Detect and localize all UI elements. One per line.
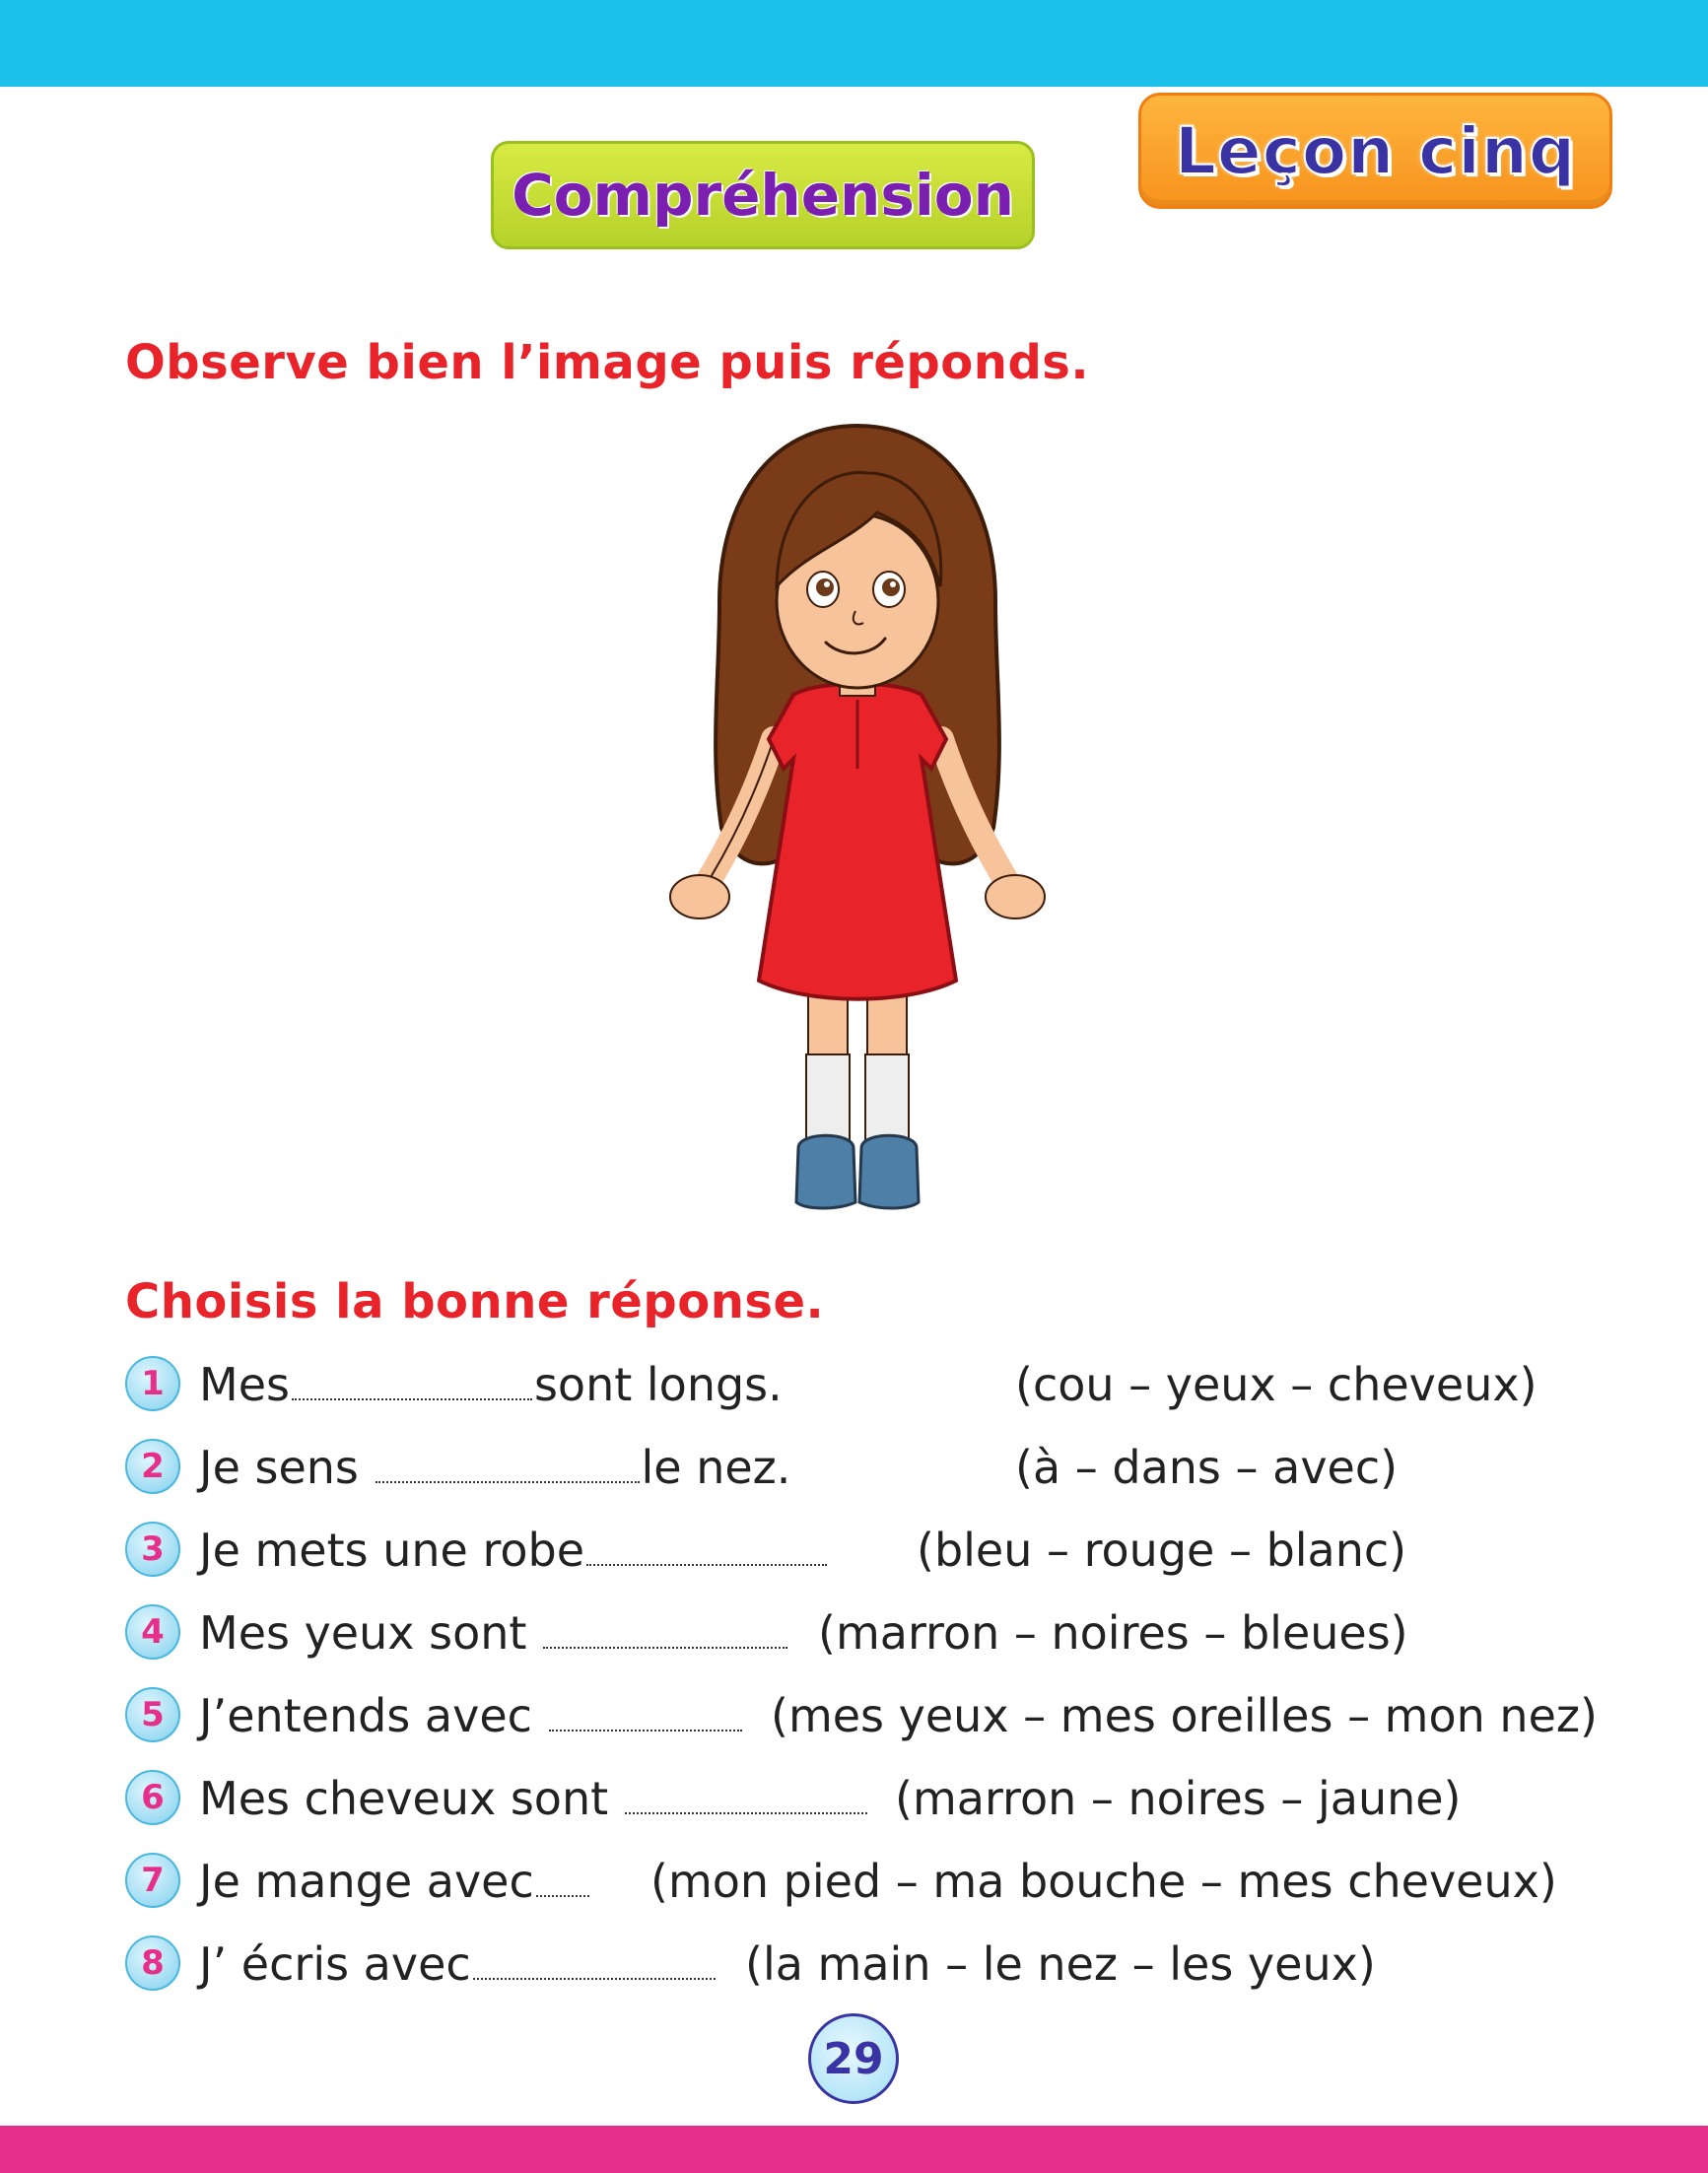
question-text — [199, 1350, 783, 1419]
question-before: Je sens — [199, 1441, 374, 1494]
question-options: (bleu – rouge – blanc) — [917, 1524, 1407, 1577]
question-before: Je mets une robe — [199, 1524, 584, 1577]
question-4 — [120, 1598, 1618, 1667]
question-before: J’entends avec — [199, 1689, 547, 1742]
question-after: sont longs. — [533, 1358, 783, 1411]
question-number: 8 — [125, 1935, 180, 1991]
question-text — [199, 1516, 829, 1585]
question-text — [199, 1681, 744, 1750]
answer-blank[interactable] — [586, 1550, 827, 1566]
lesson-title: Leçon cinq — [1174, 112, 1577, 189]
question-options: (marron – noires – jaune) — [895, 1772, 1462, 1825]
question-2 — [120, 1433, 1618, 1502]
question-3 — [120, 1516, 1618, 1585]
question-options: (à – dans – avec) — [1015, 1441, 1399, 1494]
answer-blank[interactable] — [473, 1964, 716, 1980]
question-options: (cou – yeux – cheveux) — [1015, 1358, 1537, 1411]
question-6 — [120, 1764, 1618, 1833]
question-options: (la main – le nez – les yeux) — [745, 1937, 1376, 1991]
answer-blank[interactable] — [376, 1467, 640, 1483]
question-1 — [120, 1350, 1618, 1419]
question-options: (marron – noires – bleues) — [818, 1606, 1408, 1660]
question-number: 7 — [125, 1853, 180, 1908]
choose-instruction: Choisis la bonne réponse. — [125, 1274, 825, 1329]
question-number: 3 — [125, 1522, 180, 1577]
question-before: Mes yeux sont — [199, 1606, 542, 1660]
observe-instruction: Observe bien l’image puis réponds. — [125, 335, 1090, 390]
answer-blank[interactable] — [625, 1799, 867, 1814]
answer-blank[interactable] — [549, 1716, 742, 1732]
question-7 — [120, 1847, 1618, 1916]
question-options: (mon pied – ma bouche – mes cheveux) — [650, 1855, 1557, 1908]
section-badge — [491, 141, 1035, 249]
question-after: le nez. — [641, 1441, 791, 1494]
question-number: 1 — [125, 1356, 180, 1411]
question-8 — [120, 1930, 1618, 1999]
bottom-color-bar — [0, 2126, 1708, 2173]
question-text — [199, 1433, 790, 1502]
question-before: Mes — [199, 1358, 290, 1411]
question-before: J’ écris avec — [199, 1937, 471, 1991]
answer-blank[interactable] — [543, 1633, 787, 1649]
question-5 — [120, 1681, 1618, 1750]
girl-illustration — [660, 414, 1055, 1222]
question-text — [199, 1847, 591, 1916]
question-number: 2 — [125, 1439, 180, 1494]
section-title: Compréhension — [512, 162, 1014, 229]
question-number: 4 — [125, 1604, 180, 1660]
question-number: 6 — [125, 1770, 180, 1825]
question-options: (mes yeux – mes oreilles – mon nez) — [771, 1689, 1598, 1742]
question-number: 5 — [125, 1687, 180, 1742]
question-before: Je mange avec — [199, 1855, 534, 1908]
top-color-bar — [0, 0, 1708, 87]
answer-blank[interactable] — [292, 1385, 532, 1400]
question-text — [199, 1598, 789, 1667]
question-text — [199, 1764, 869, 1833]
question-text — [199, 1930, 717, 1999]
question-before: Mes cheveux sont — [199, 1772, 623, 1825]
lesson-badge — [1138, 93, 1612, 209]
answer-blank[interactable] — [536, 1881, 589, 1897]
page-number: 29 — [808, 2013, 899, 2104]
